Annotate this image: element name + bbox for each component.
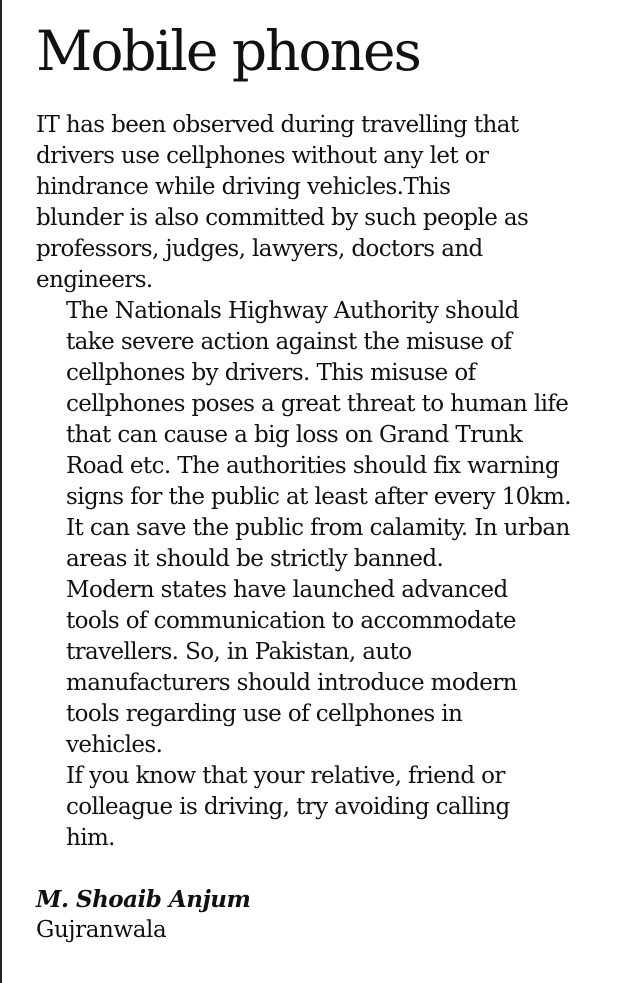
letter-body <box>36 110 616 854</box>
text-line: blunder is also committed by such people as <box>36 205 529 231</box>
text-line: The Nationals Highway Authority should <box>66 298 519 324</box>
text-line: cellphones by drivers. This misuse of <box>66 360 476 386</box>
text-line: signs for the public at least after every 10km. <box>66 484 571 510</box>
text-line: If you know that your relative, friend or <box>66 763 505 789</box>
text-line: vehicles. <box>66 732 163 758</box>
paragraph-4 <box>36 761 616 854</box>
text-line: Modern states have launched advanced <box>66 577 508 603</box>
paragraph-1 <box>36 110 616 296</box>
text-line: manufacturers should introduce modern <box>66 670 517 696</box>
text-line: It can save the public from calamity. In urban <box>66 515 570 541</box>
text-line: cellphones poses a great threat to human life <box>66 391 569 417</box>
letter-title: Mobile phones <box>36 19 420 83</box>
text-line: Road etc. The authorities should fix warning <box>66 453 559 479</box>
text-line: engineers. <box>36 267 153 293</box>
text-line: that can cause a big loss on Grand Trunk <box>66 422 523 448</box>
author-location: Gujranwala <box>36 917 167 943</box>
text-line: him. <box>66 825 115 851</box>
text-line: colleague is driving, try avoiding calling <box>66 794 510 820</box>
author-name: M. Shoaib Anjum <box>36 886 251 913</box>
text-line: drivers use cellphones without any let or <box>36 143 489 169</box>
paragraph-3 <box>36 575 616 761</box>
text-line: hindrance while driving vehicles.This <box>36 174 451 200</box>
text-line: IT has been observed during travelling that <box>36 112 519 138</box>
text-line: tools regarding use of cellphones in <box>66 701 463 727</box>
text-line: tools of communication to accommodate <box>66 608 516 634</box>
paragraph-2 <box>36 296 616 575</box>
text-line: professors, judges, lawyers, doctors and <box>36 236 483 262</box>
text-line: travellers. So, in Pakistan, auto <box>66 639 412 665</box>
text-line: take severe action against the misuse of <box>66 329 512 355</box>
letter-signature <box>36 884 250 946</box>
text-line: areas it should be strictly banned. <box>66 546 444 572</box>
